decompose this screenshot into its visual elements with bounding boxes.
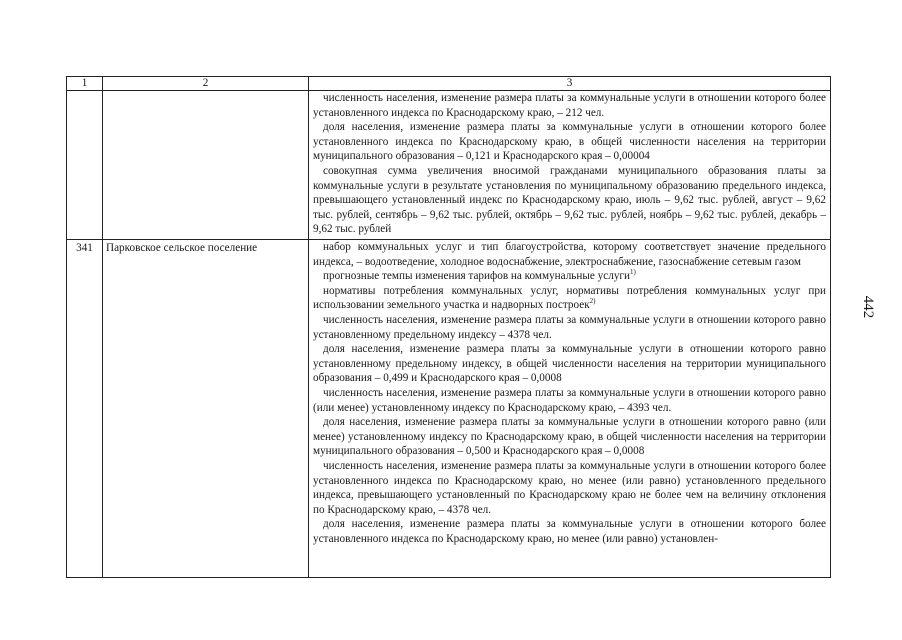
row-description-cell (309, 240, 831, 578)
page-number: 442 (860, 295, 876, 319)
paragraph-text: нормативы потребления коммунальных услуг, нормативы потребления коммунальных услуг при использовании земельного участка и надворных построек (313, 284, 826, 312)
row-description-cell (309, 91, 831, 240)
paragraph-text: доля населения, изменение размера платы за коммунальные услуги в отношении которого равно установленному предельному индексу, в общей численности населения на территории муниципального образования – 0,499 и Краснодарского края – 0,0008 (313, 343, 826, 385)
paragraph-text: прогнозные темпы изменения тарифов на коммунальные услуги (323, 270, 630, 283)
paragraph: доля населения, изменение размера платы за коммунальные услуги в отношении которого более установленного индекса по Краснодарскому краю, в общей численности населения на территории муниципального образования – 0,121 и Краснодарского края – 0,00004 (313, 121, 826, 163)
footnote-marker: 2) (589, 297, 596, 306)
footnote-marker: 1) (629, 268, 636, 277)
column-number-3: 3 (309, 77, 831, 91)
paragraph: численность населения, изменение размера платы за коммунальные услуги в отношении которого более установленного индекса по Краснодарскому краю, – 212 чел. (313, 92, 826, 119)
paragraph-text: доля населения, изменение размера платы за коммунальные услуги в отношении которого равно (или менее) установленному индексу по Краснодарскому краю, в общей численности населения на территории муниципального образования – 0,500 и Краснодарского края – 0,0008 (313, 416, 826, 458)
paragraph-text: численность населения, изменение размера платы за коммунальные услуги в отношении которого более установленного индекса по Краснодарскому краю, но менее (или равно) установленного предельного индекса, превышающего установленный по Краснодарскому краю не более чем на величину отклонения по Краснодарскому краю, – 4378 чел. (313, 459, 826, 516)
paragraph (313, 269, 826, 284)
paragraph-text: численность населения, изменение размера платы за коммунальные услуги в отношении которого равно установленному предельному индексу – 4378 чел. (313, 313, 826, 341)
table-row-continuation (67, 91, 831, 240)
data-table (66, 76, 831, 578)
paragraph (313, 386, 826, 415)
paragraph-text: численность населения, изменение размера платы за коммунальные услуги в отношении которого равно (или менее) установленному индексу по Краснодарскому краю, – 4393 чел. (313, 386, 826, 414)
paragraph (313, 415, 826, 459)
paragraph (313, 313, 826, 342)
column-number-2: 2 (103, 77, 309, 91)
paragraph (313, 517, 826, 546)
paragraph (313, 342, 826, 386)
paragraph (313, 459, 826, 517)
column-number-1: 1 (67, 77, 103, 91)
paragraph (313, 284, 826, 313)
paragraph (313, 240, 826, 269)
paragraph-text: доля населения, изменение размера платы за коммунальные услуги в отношении которого более установленного индекса по Краснодарскому краю, но менее (или равно) установлен- (313, 518, 826, 545)
row-number: 341 (67, 240, 103, 578)
municipality-name: Парковское сельское поселение (103, 240, 309, 578)
table-row-341 (67, 240, 831, 578)
column-number-row (67, 77, 831, 91)
paragraph: совокупная сумма увеличения вносимой гражданами муниципального образования платы за коммунальные услуги в результате установления по муниципальному образованию предельного индекса, превышающего установленный индекс по Краснодарскому краю, июль – 9,62 тыс. рублей, август – 9,62 тыс. рублей, сентябрь – 9,62 тыс. рублей, октябрь – 9,62 тыс. рублей, ноябрь – 9,62 тыс. рублей, декабрь – 9,62 тыс. рублей (313, 164, 826, 236)
paragraph-text: набор коммунальных услуг и тип благоустройства, которому соответствует значение предельного индекса, – водоотведение, холодное водоснабжение, электроснабжение, газоснабжение сетевым газом (313, 241, 826, 268)
row-number-cell (67, 91, 103, 240)
row-name-cell (103, 91, 309, 240)
